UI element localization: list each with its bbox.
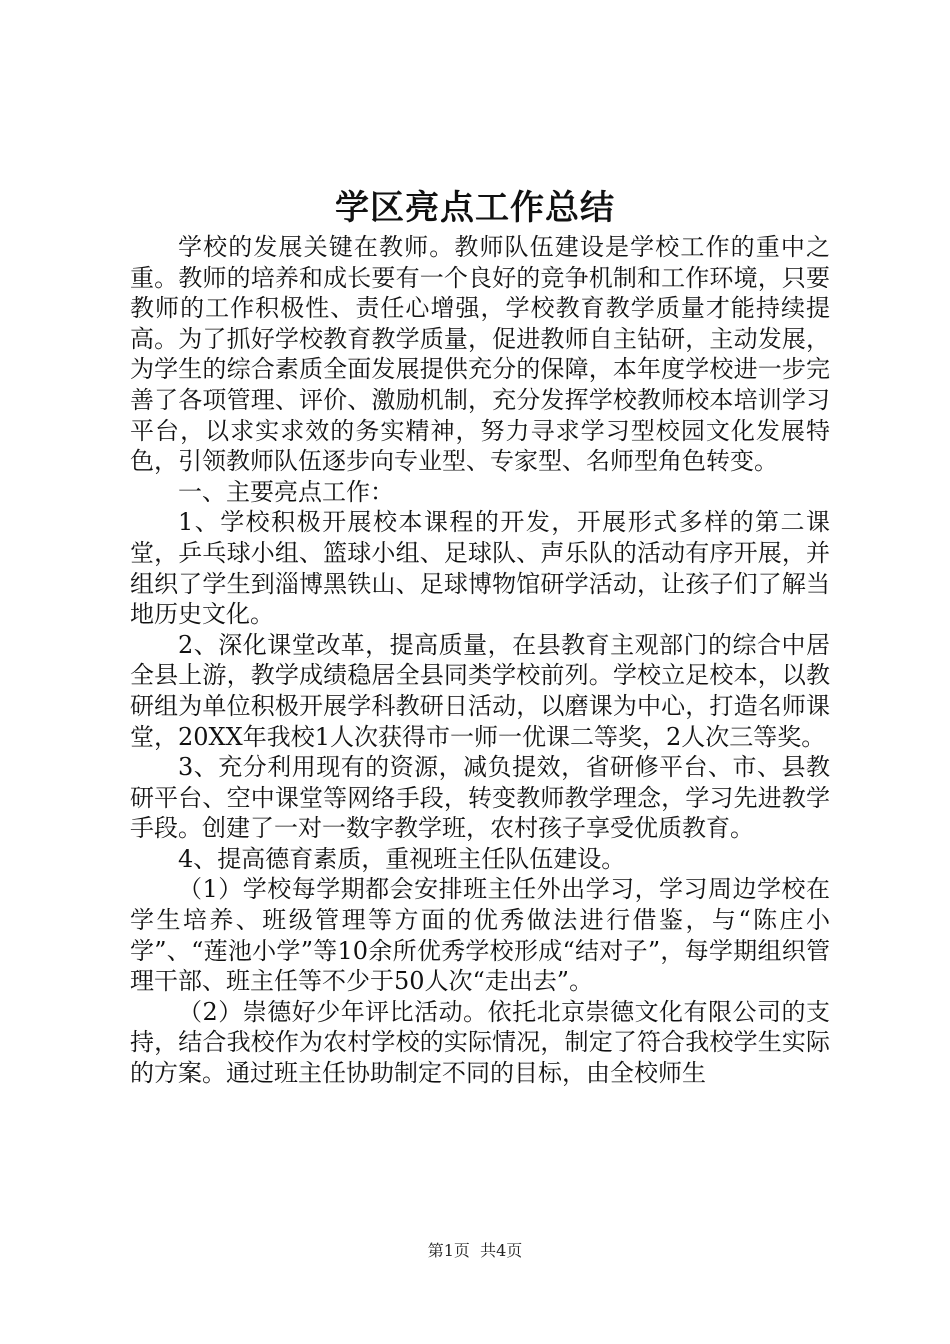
paragraph-sub-2: （2）崇德好少年评比活动。依托北京崇德文化有限公司的支持，结合我校作为农村学校的实际情况，制定了符合我校学生实际的方案。通过班主任协助制定不同的目标，由全校师生 [130, 997, 830, 1088]
section-heading: 一、主要亮点工作： [178, 477, 394, 506]
paragraph-item-1: 1、学校积极开展校本课程的开发，开展形式多样的第二课堂，乒乓球小组、篮球小组、足球队、声乐队的活动有序开展，并组织了学生到淄博黑铁山、足球博物馆研学活动，让孩子们了解当地历史文化。 [130, 508, 830, 629]
paragraph-item-4: 4、提高德育素质，重视班主任队伍建设。 [178, 844, 626, 873]
page-footer [0, 1240, 950, 1262]
paragraph-item-3: 3、充分利用现有的资源，减负提效，省研修平台、市、县教研平台、空中课堂等网络手段，转变教师教学理念，学习先进教学手段。创建了一对一数字教学班，农村孩子享受优质教育。 [130, 753, 830, 843]
paragraph-intro: 学校的发展关键在教师。教师队伍建设是学校工作的重中之重。教师的培养和成长要有一个良好的竞争机制和工作环境，只要教师的工作积极性、责任心增强，学校教育教学质量才能持续提高。为了抓好学校教育教学质量，促进教师自主钻研，主动发展，为学生的综合素质全面发展提供充分的保障，本年度学校进一步完善了各项管理、评价、激励机制，充分发挥学校教师校本培训学习平台，以求实求效的务实精神，努力寻求学习型校园文化发展特色，引领教师队伍逐步向专业型、专家型、名师型角色转变。 [130, 233, 830, 476]
paragraph-sub-1: （1）学校每学期都会安排班主任外出学习，学习周边学校在学生培养、班级管理等方面的优秀做法进行借鉴，与“陈庄小学”、“莲池小学”等10余所优秀学校形成“结对子”，每学期组织管理干部、班主任等不少于50人次“走出去”。 [130, 875, 830, 996]
page-total: 共4页 [480, 1241, 523, 1260]
document-body [130, 232, 830, 1089]
page-number: 第1页 [427, 1241, 470, 1260]
document-title: 学区亮点工作总结 [335, 188, 615, 228]
paragraph-item-2: 2、深化课堂改革，提高质量，在县教育主观部门的综合中居全县上游，教学成绩稳居全县同类学校前列。学校立足校本，以教研组为单位积极开展学科教研日活动，以磨课为中心，打造名师课堂，20XX年我校1人次获得市一师一优课二等奖，2人次三等奖。 [130, 630, 830, 751]
